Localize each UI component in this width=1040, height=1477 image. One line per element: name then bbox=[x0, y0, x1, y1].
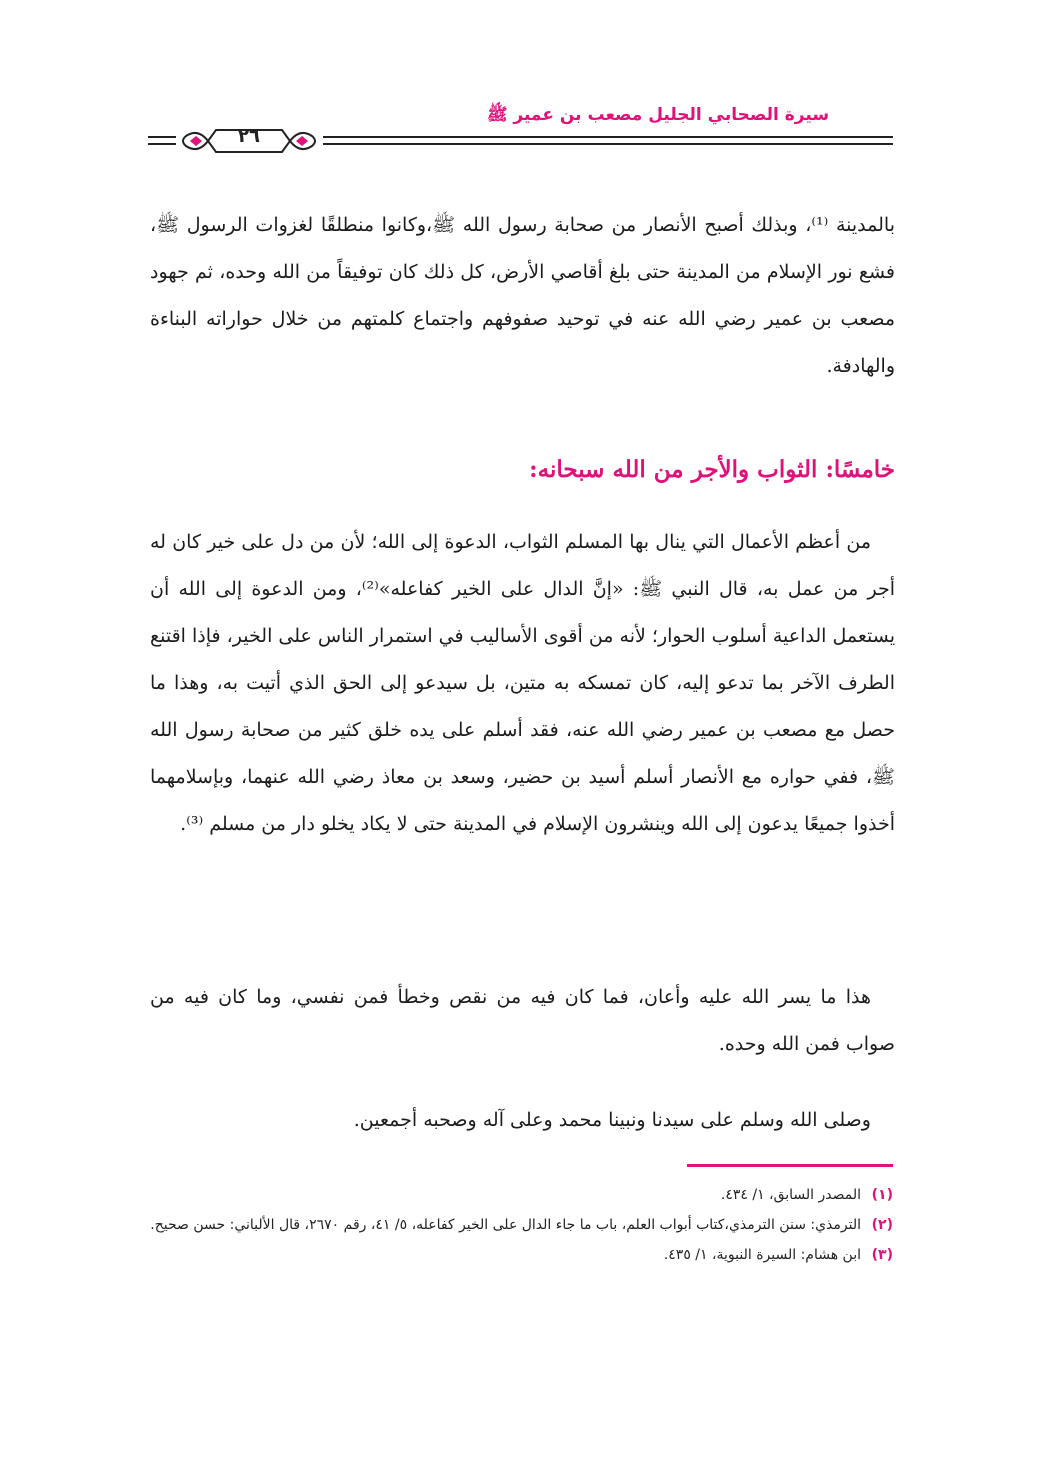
running-title: سيرة الصحابي الجليل مصعب بن عمير ﷺ bbox=[486, 105, 830, 125]
footnote-text: ابن هشام: السيرة النبوية، ١/ ٤٣٥. bbox=[663, 1247, 861, 1263]
paragraph-4: وصلى الله وسلم على سيدنا ونبينا محمد وعلى آله وصحبه أجمعين. bbox=[353, 1109, 871, 1131]
section-heading: خامسًا: الثواب والأجر من الله سبحانه: bbox=[529, 456, 895, 483]
paragraph-3: هذا ما يسر الله عليه وأعان، فما كان فيه من نقص وخطأ فمن نفسي، وما كان فيه من صواب فمن الله وحده. bbox=[150, 986, 895, 1055]
paragraph-2: من أعظم الأعمال التي ينال بها المسلم الثواب، الدعوة إلى الله؛ لأن من دل على خير كان له أجر من عمل به، قال النبي ﷺ: «إنَّ الدال على الخير كفاعله»⁽²⁾، ومن الدعوة إلى الله أن يستعمل الداعية أسلوب الحوار؛ لأنه من أقوى الأساليب في استمرار الناس على الخير، فإذا اقتنع الطرف الآخر بما تدعو إليه، كان تمسكه به متين، بل سيدعو إلى الحق الذي أتيت به، وهذا ما حصل مع مصعب بن عمير رضي الله عنه، فقد أسلم على يده خلق كثير من صحابة رسول الله ﷺ، ففي حواره مع الأنصار أسلم أسيد بن حضير، وسعد بن معاذ رضي الله عنهما، وبإسلامهما أخذوا جميعًا يدعون إلى الله وينشرون الإسلام في المدينة حتى لا يكاد يخلو دار من مسلم ⁽³⁾. bbox=[150, 531, 895, 835]
footnote-3 bbox=[120, 1240, 893, 1270]
page-header bbox=[148, 100, 893, 160]
header-double-rule-left bbox=[148, 136, 176, 145]
footnote-text: الترمذي: سنن الترمذي،كتاب أبواب العلم، باب ما جاء الدال على الخير كفاعله، ٥/ ٤١، رقم ٢٦٧٠، قال الألباني: حسن صحيح. bbox=[150, 1217, 861, 1233]
paragraph-1: بالمدينة ⁽¹⁾، وبذلك أصبح الأنصار من صحابة رسول الله ﷺ،وكانوا منطلقًا لغزوات الرسول ﷺ، فشع نور الإسلام من المدينة حتى بلغ أقاصي الأرض، كل ذلك كان توفيقاً من الله وحده، ثم جهود مصعب بن عمير رضي الله عنه في توحيد صفوفهم واجتماع كلمتهم من خلال حواراته البناءة والهادفة. bbox=[150, 214, 895, 377]
footnote-1 bbox=[120, 1180, 893, 1210]
footnote-number: (٢) bbox=[871, 1217, 893, 1233]
footnote-number: (٣) bbox=[871, 1247, 893, 1263]
footnote-2 bbox=[120, 1210, 893, 1240]
header-double-rule bbox=[323, 136, 893, 145]
footnote-separator bbox=[687, 1164, 893, 1167]
footnotes bbox=[120, 1180, 893, 1270]
footnote-text: المصدر السابق، ١/ ٤٣٤. bbox=[720, 1187, 861, 1203]
footnote-number: (١) bbox=[871, 1187, 893, 1203]
page-number: ٢٦ bbox=[238, 126, 260, 147]
